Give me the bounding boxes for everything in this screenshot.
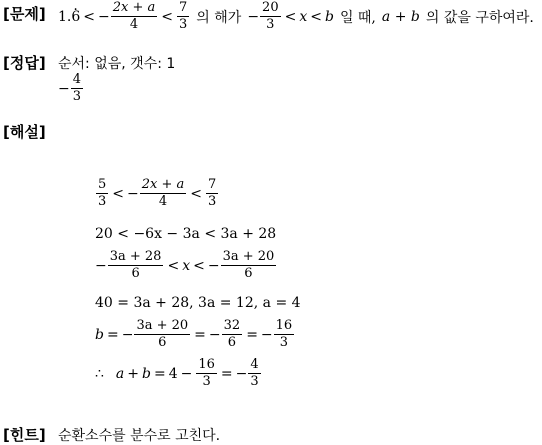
problem-label: [문제]	[3, 5, 46, 23]
answer-label: [정답]	[3, 54, 46, 72]
problem-fraction-1: $\frac{2x + a}{4}$	[112, 0, 156, 33]
hint-label: [힌트]	[3, 426, 46, 444]
problem-fraction-3: $\frac{20}{3}$	[262, 0, 279, 33]
solution-line-1: $\frac{5}{3}$ < − $\frac{2x + a}{4}$ < $\frac{7}{3}$	[98, 177, 217, 210]
solution-line-6: ∴ a + b = 4 − $\frac{16}{3}$ = − $\frac{4}{3}$	[95, 357, 259, 390]
problem-prefix: 1.	[58, 8, 72, 25]
problem-text-end: 일 때,	[339, 9, 376, 26]
problem-fraction-2: $\frac{7}{3}$	[179, 0, 188, 33]
hint-text: 순환소수를 분수로 고친다.	[58, 428, 221, 444]
problem-text-mid: 의 해가	[196, 9, 242, 26]
answer-meta: 순서: 없음, 갯수: 1	[58, 56, 176, 72]
answer-value: − $\frac{4}{3}$	[58, 72, 82, 105]
repeating-digit: . 6	[71, 9, 80, 25]
problem-sum: a + b	[381, 8, 420, 25]
solution-line-2: 20 < −6x − 3a < 3a + 28	[95, 226, 277, 242]
solution-line-3: − $\frac{3a + 28}{6}$ < x < − $\frac{3a + 20}{6}$	[95, 249, 275, 282]
solution-line-5: b = − $\frac{3a + 20}{6}$ = − $\frac{32}{6}$ = − $\frac{16}{3}$	[95, 318, 293, 351]
solution-line-4: 40 = 3a + 28, 3a = 12, a = 4	[95, 295, 301, 311]
problem-statement: 1. . 6 < − $\frac{2x + a}{4}$ < $\frac{7}{3}$ 의 해가 − $\frac{20}{3}$ < x < b 일 때, a + b 의 값을 구하여라.	[58, 1, 534, 33]
problem-question: 의 값을 구하여라.	[425, 9, 534, 26]
solution-label: [해설]	[3, 123, 46, 141]
